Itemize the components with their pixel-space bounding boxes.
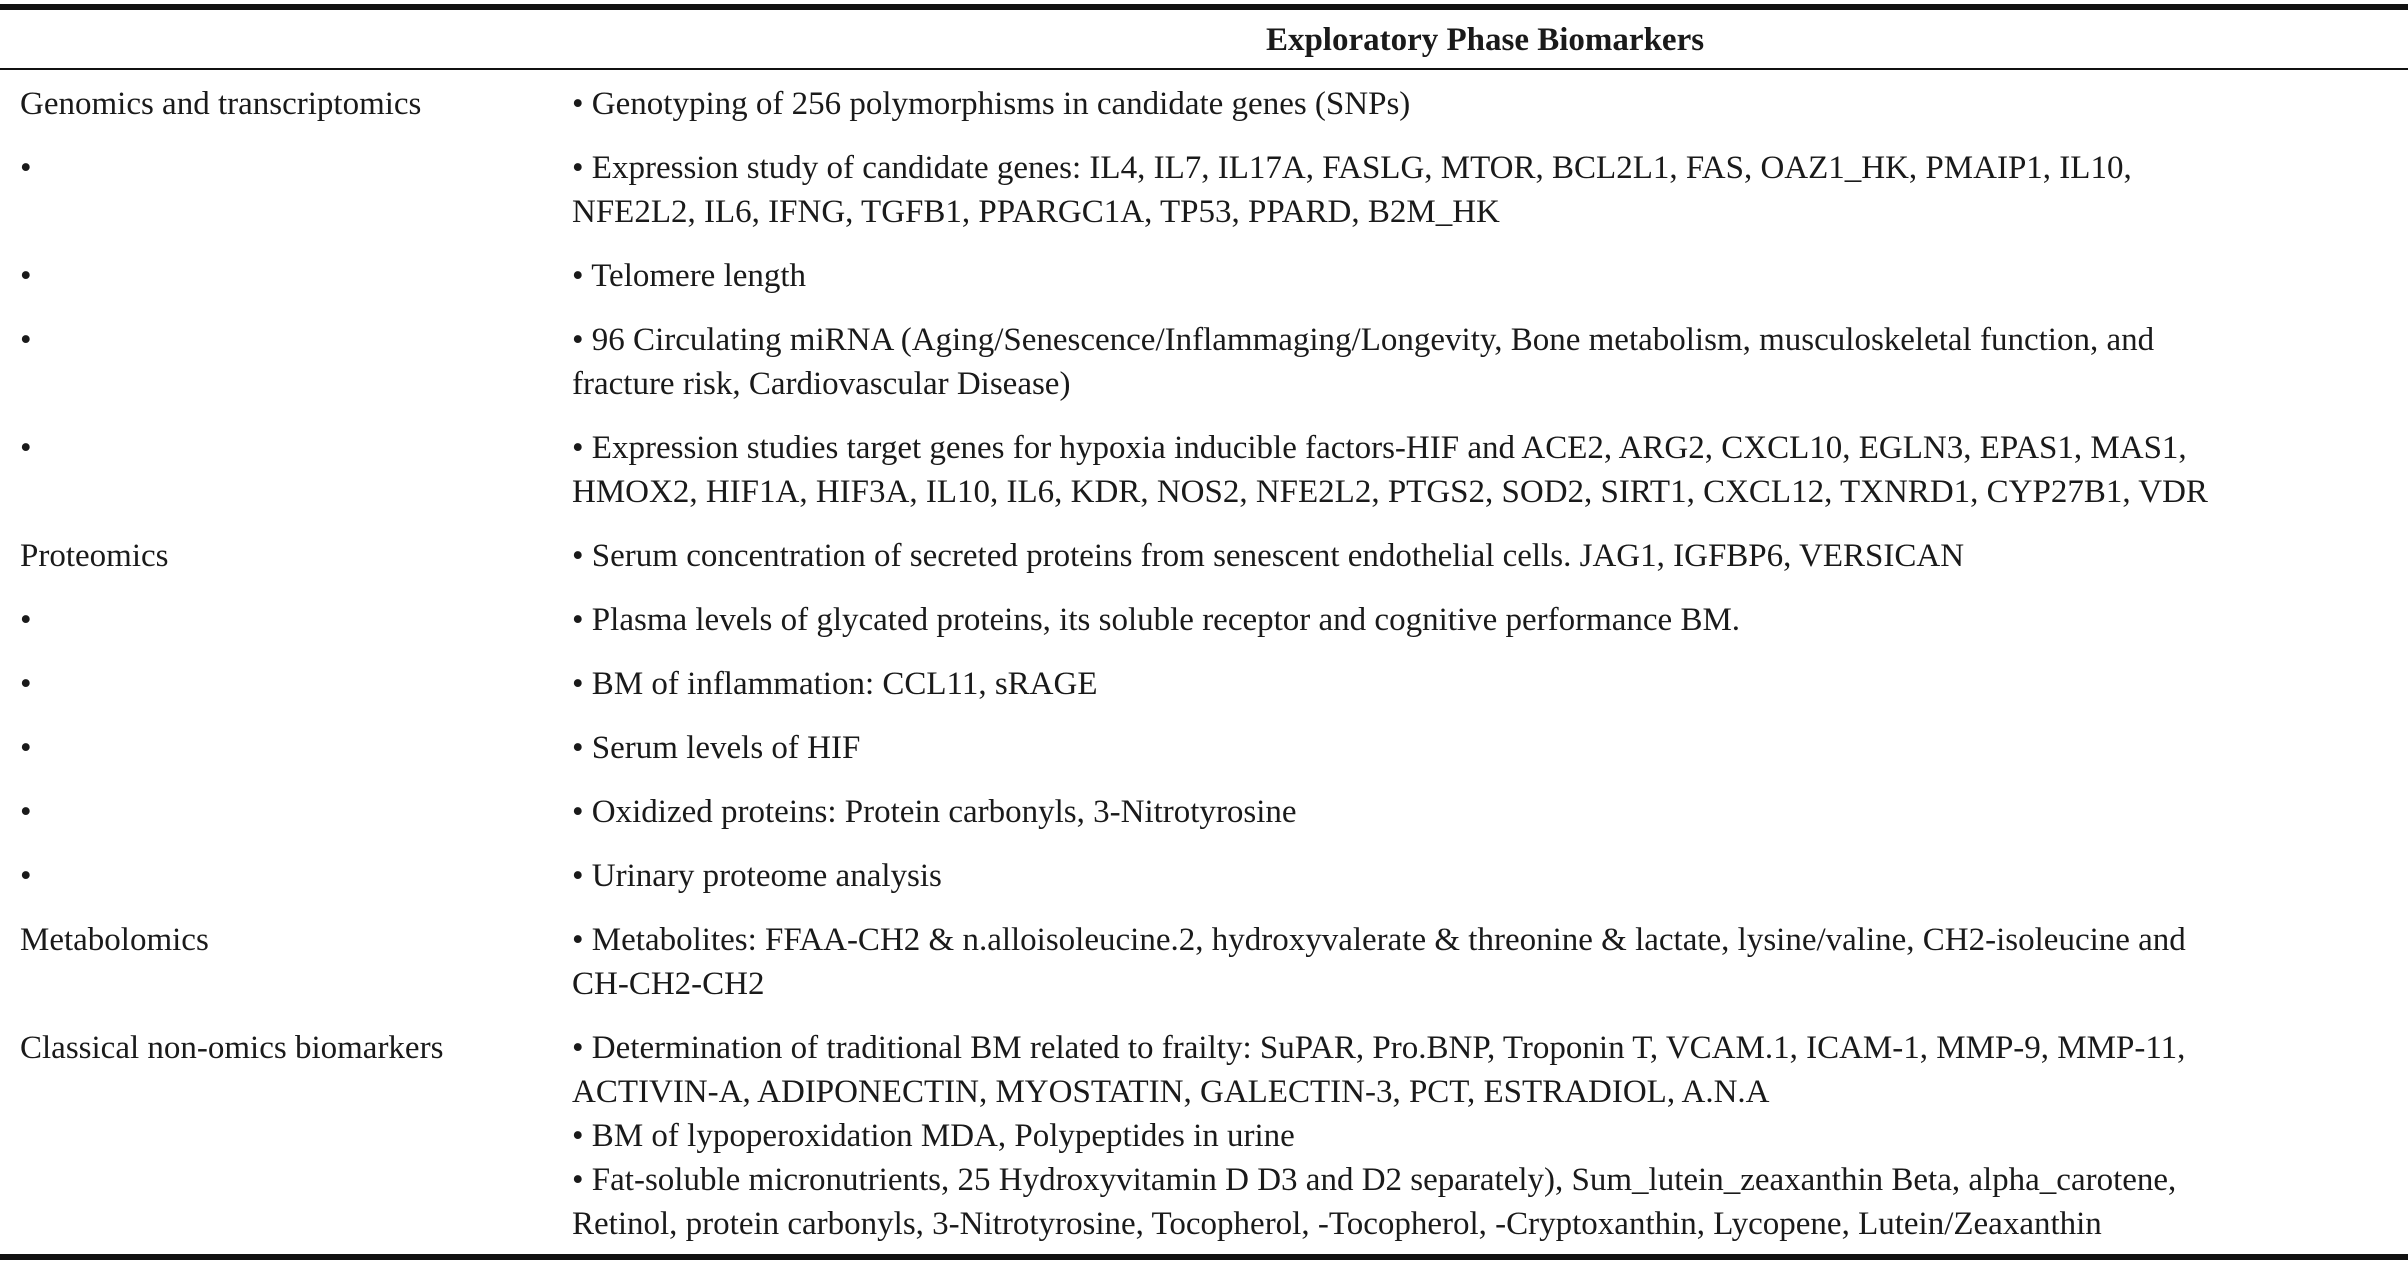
category-cell: Classical non-omics biomarkers: [20, 1030, 444, 1066]
table-row: [0, 790, 2408, 854]
biomarker-line: fracture risk, Cardiovascular Disease): [572, 366, 1071, 402]
table-row: [0, 318, 2408, 426]
biomarker-line: NFE2L2, IL6, IFNG, TGFB1, PPARGC1A, TP53, PPARD, B2M_HK: [572, 194, 1500, 230]
table-header-rule: [0, 68, 2408, 70]
biomarker-line: • BM of inflammation: CCL11, sRAGE: [572, 666, 1098, 702]
category-cell: Genomics and transcriptomics: [20, 86, 422, 122]
table-row: [0, 726, 2408, 790]
biomarker-line: • Serum concentration of secreted proteins from senescent endothelial cells. JAG1, IGFBP6, VERSICAN: [572, 538, 1965, 574]
biomarker-cell: [552, 790, 2388, 834]
biomarker-cell: [552, 662, 2388, 706]
category-cell: •: [20, 602, 32, 638]
category-cell: •: [20, 666, 32, 702]
category-cell: Proteomics: [20, 538, 169, 574]
biomarker-line: • Fat-soluble micronutrients, 25 Hydroxyvitamin D D3 and D2 separately), Sum_lutein_zeaxanthin Beta, alpha_carotene,: [572, 1162, 2177, 1198]
category-cell: •: [20, 150, 32, 186]
table-row: [0, 82, 2408, 146]
table-row: [0, 598, 2408, 662]
table-bottom-rule: [0, 1254, 2408, 1260]
biomarker-line: • Expression study of candidate genes: IL4, IL7, IL17A, FASLG, MTOR, BCL2L1, FAS, OAZ1_HK, PMAIP1, IL10,: [572, 150, 2132, 186]
category-cell: •: [20, 730, 32, 766]
table-row: [0, 918, 2408, 1026]
table-row: [0, 426, 2408, 534]
table-row: [0, 854, 2408, 918]
biomarker-cell: [552, 534, 2388, 578]
biomarker-cell: [552, 146, 2388, 234]
biomarker-line: Retinol, protein carbonyls, 3-Nitrotyrosine, Tocopherol, -Tocopherol, -Cryptoxanthin, Lycopene, Lutein/Zeaxanthin: [572, 1206, 2102, 1242]
biomarker-line: • Metabolites: FFAA-CH2 & n.alloisoleucine.2, hydroxyvalerate & threonine & lactate, lysine/valine, CH2-isoleucine and: [572, 922, 2186, 958]
biomarker-line: • Expression studies target genes for hypoxia inducible factors-HIF and ACE2, ARG2, CXCL10, EGLN3, EPAS1, MAS1,: [572, 430, 2187, 466]
biomarker-line: CH-CH2-CH2: [572, 966, 765, 1002]
category-cell: •: [20, 322, 32, 358]
table-top-rule: [0, 4, 2408, 10]
biomarker-line: • Determination of traditional BM related to frailty: SuPAR, Pro.BNP, Troponin T, VCAM.1, ICAM-1, MMP-9, MMP-11,: [572, 1030, 2186, 1066]
biomarker-line: HMOX2, HIF1A, HIF3A, IL10, IL6, KDR, NOS2, NFE2L2, PTGS2, SOD2, SIRT1, CXCL12, TXNRD1, CYP27B1, VDR: [572, 474, 2208, 510]
category-cell: •: [20, 430, 32, 466]
table-row: [0, 1026, 2408, 1246]
biomarker-line: • Plasma levels of glycated proteins, its soluble receptor and cognitive performance BM.: [572, 602, 1741, 638]
table-body: [0, 82, 2408, 1246]
table-row: [0, 534, 2408, 598]
biomarker-cell: [552, 726, 2388, 770]
biomarker-line: • Genotyping of 256 polymorphisms in candidate genes (SNPs): [572, 86, 1411, 122]
category-cell: Metabolomics: [20, 922, 209, 958]
biomarker-line: • BM of lypoperoxidation MDA, Polypeptides in urine: [572, 1118, 1295, 1154]
biomarker-cell: [552, 426, 2388, 514]
biomarker-line: • 96 Circulating miRNA (Aging/Senescence/Inflammaging/Longevity, Bone metabolism, musculoskeletal function, and: [572, 322, 2155, 358]
table-header: Exploratory Phase Biomarkers: [1265, 22, 1705, 58]
biomarker-cell: [552, 854, 2388, 898]
category-cell: •: [20, 858, 32, 894]
biomarker-line: • Oxidized proteins: Protein carbonyls, 3-Nitrotyrosine: [572, 794, 1297, 830]
category-cell: •: [20, 258, 32, 294]
table-row: [0, 254, 2408, 318]
table-row: [0, 662, 2408, 726]
biomarker-line: • Urinary proteome analysis: [572, 858, 942, 894]
biomarker-cell: [552, 1026, 2388, 1246]
biomarker-cell: [552, 598, 2388, 642]
biomarker-cell: [552, 254, 2388, 298]
table-row: [0, 146, 2408, 254]
biomarker-line: • Telomere length: [572, 258, 807, 294]
biomarker-cell: [552, 918, 2388, 1006]
biomarker-cell: [552, 318, 2388, 406]
biomarker-line: ACTIVIN-A, ADIPONECTIN, MYOSTATIN, GALECTIN-3, PCT, ESTRADIOL, A.N.A: [572, 1074, 1770, 1110]
biomarker-cell: [552, 82, 2388, 126]
category-cell: •: [20, 794, 32, 830]
biomarker-line: • Serum levels of HIF: [572, 730, 861, 766]
